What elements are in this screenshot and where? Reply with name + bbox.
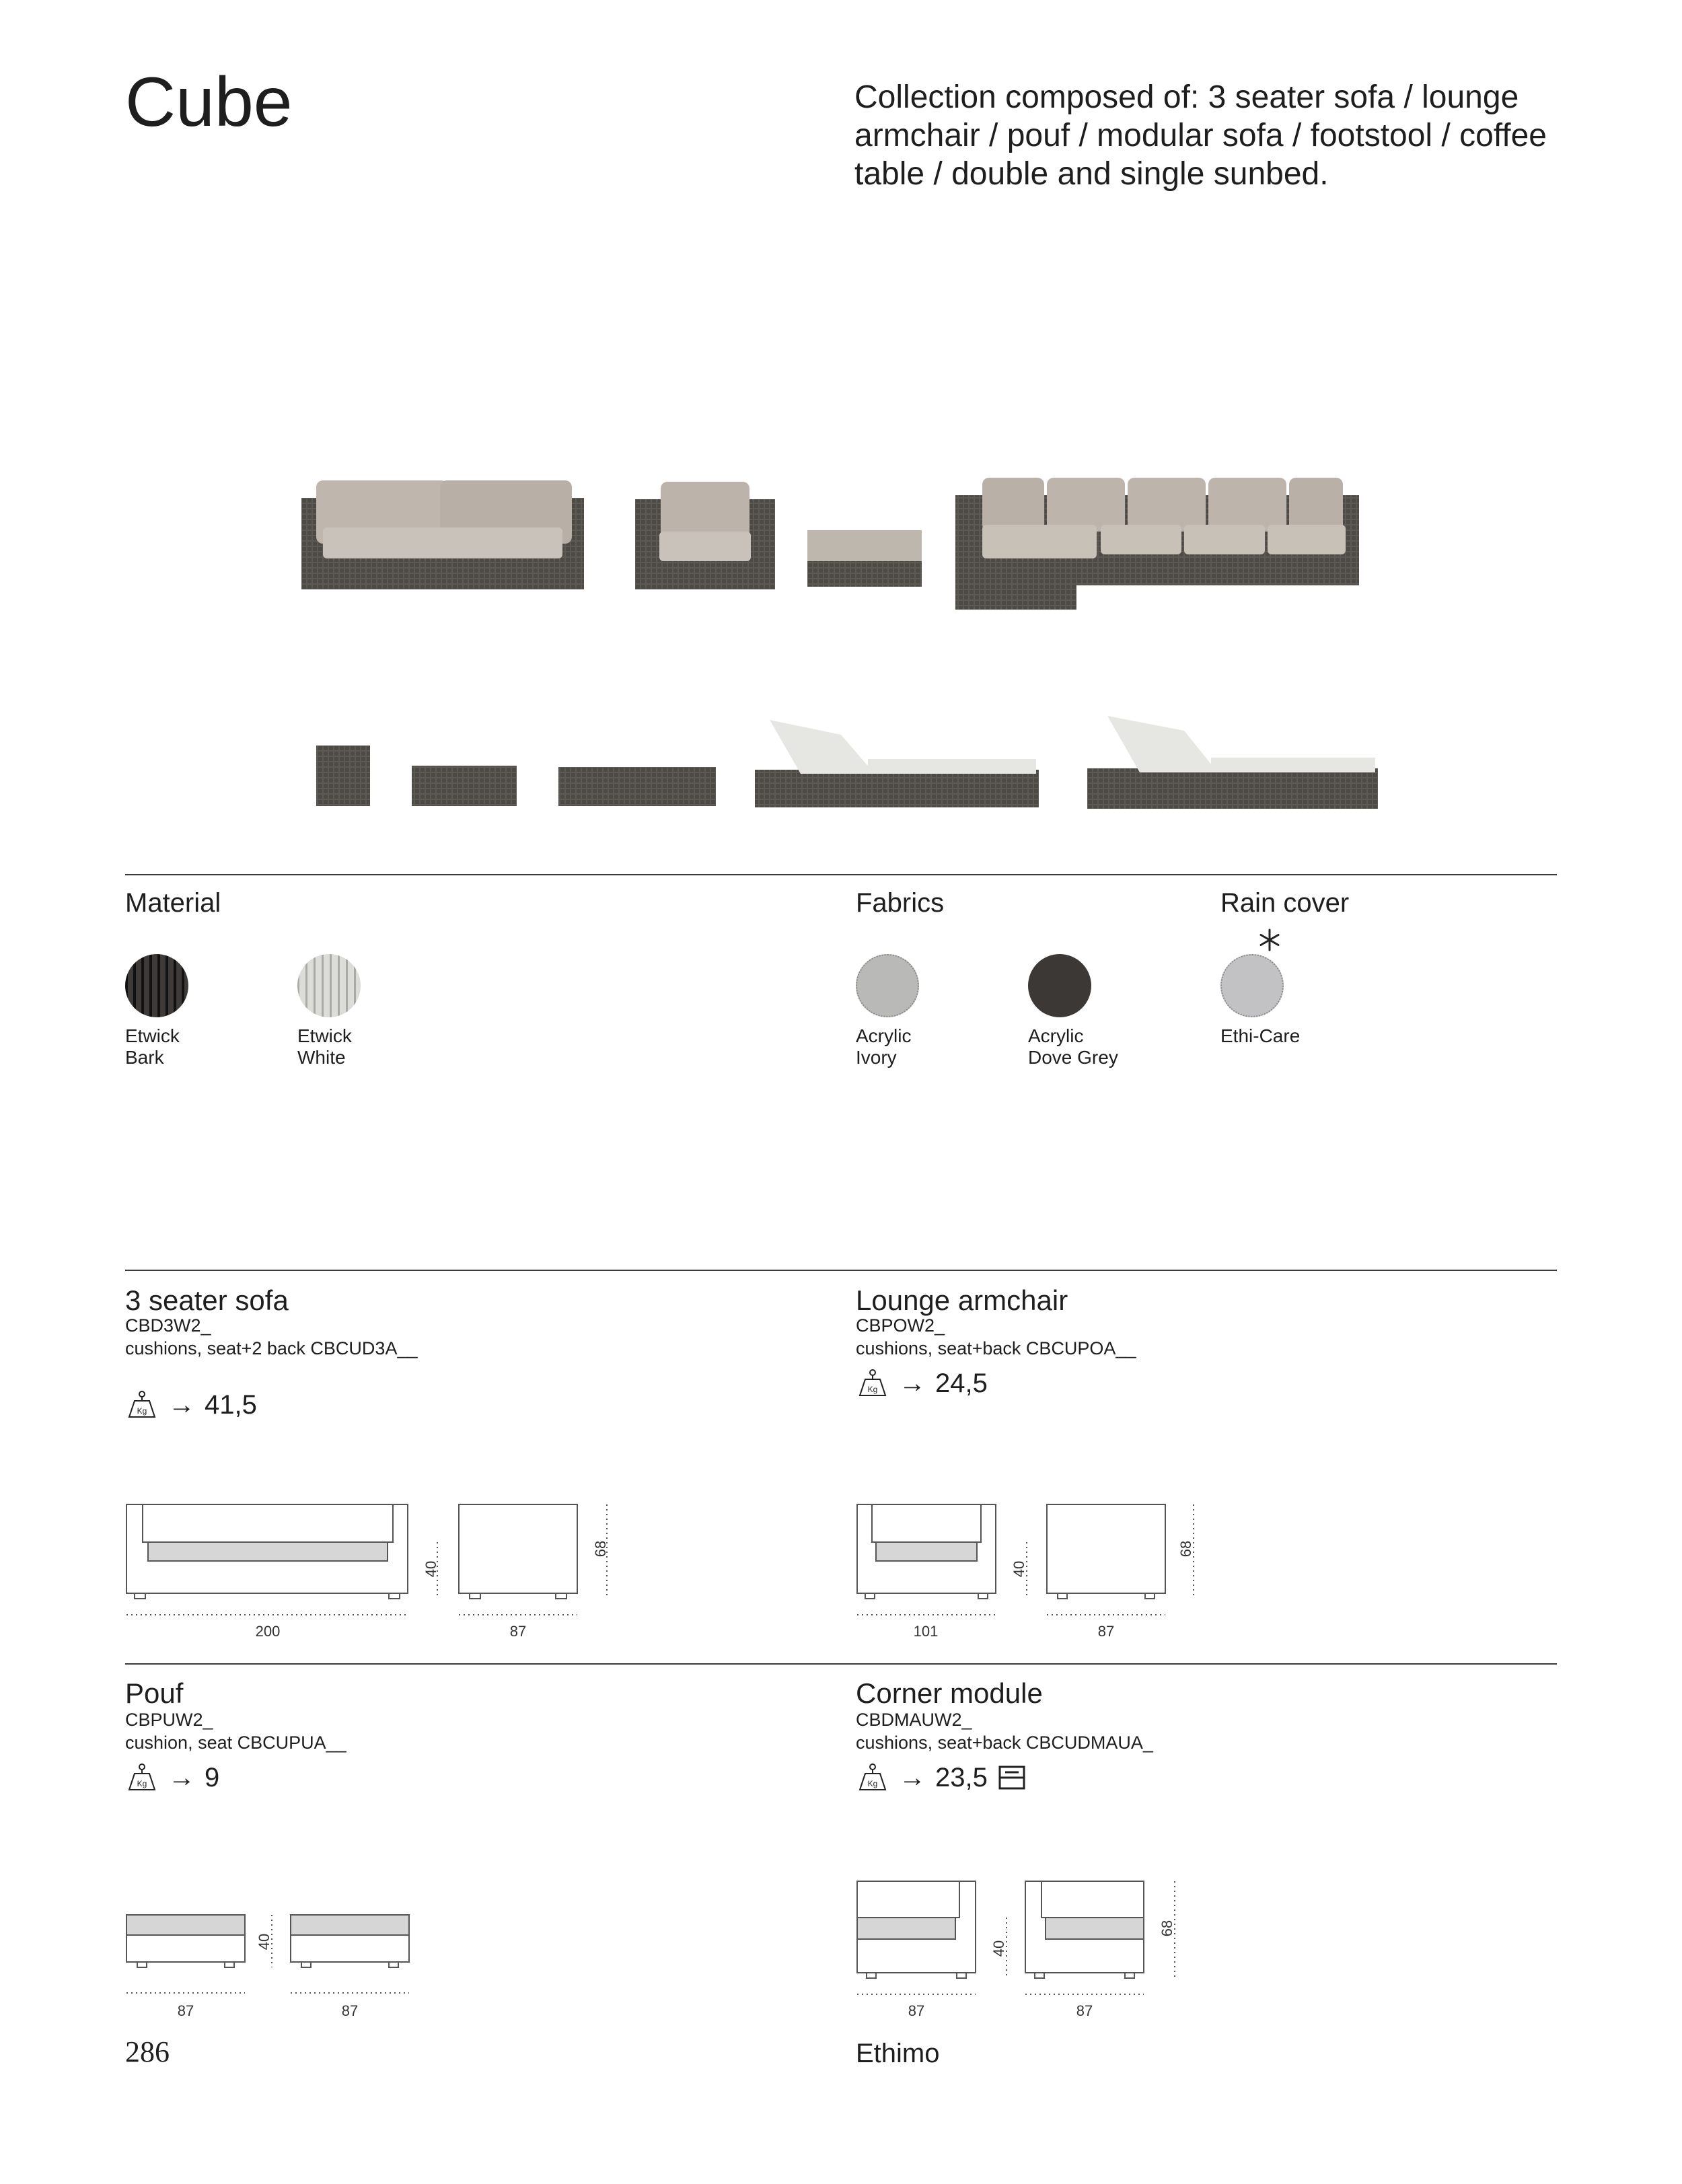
product-name: Pouf [125, 1677, 184, 1709]
dim-height: 68 [1159, 1920, 1175, 1937]
product-code: CBDMAUW2_ [856, 1710, 972, 1730]
dim-height: 68 [592, 1540, 609, 1558]
dim-depth: 87 [1076, 2002, 1093, 2019]
svg-text:Kg: Kg [137, 1406, 147, 1416]
fabrics-heading: Fabrics [856, 888, 945, 918]
single-sunbed-photo [755, 720, 1039, 807]
modular-sofa-photo [955, 478, 1359, 610]
weight-value: 24,5 [935, 1369, 988, 1398]
arrow-icon: → [899, 1369, 926, 1398]
product-code: CBD3W2_ [125, 1315, 211, 1336]
weight-value: 9 [205, 1763, 220, 1792]
sofa-photo [301, 480, 584, 589]
dim-seat-height: 40 [423, 1560, 439, 1578]
corner-module-drawing [852, 1870, 1202, 2025]
divider [125, 1663, 1557, 1665]
dim-seat-height: 40 [990, 1940, 1007, 1957]
weight-kg-icon [125, 1390, 159, 1420]
dim-seat-height: 40 [1011, 1560, 1027, 1578]
page-title: Cube [125, 63, 293, 141]
collection-intro: Collection composed of: 3 seater sofa / lounge armchair / pouf / modular sofa / footstool / coffee table / double and single sunbed. [854, 79, 1547, 192]
swatch-label: Etwick White [297, 1025, 352, 1068]
dim-width: 87 [908, 2002, 925, 2019]
arrow-icon: → [168, 1763, 195, 1792]
brand-name: Ethimo [856, 2039, 940, 2068]
weight-kg-icon [856, 1763, 889, 1792]
weight-kg-icon [856, 1369, 889, 1398]
weight-value: 23,5 [935, 1763, 988, 1792]
page-number: 286 [125, 2035, 170, 2068]
product-weight [125, 1763, 219, 1792]
swatch-label: Acrylic Ivory [856, 1025, 912, 1068]
sofa-drawing [121, 1494, 632, 1648]
product-cushions: cushions, seat+back CBCUPOA__ [856, 1338, 1136, 1358]
arrow-icon: → [899, 1763, 926, 1792]
double-sunbed-photo [1087, 716, 1378, 809]
rain-cover-heading: Rain cover [1220, 888, 1350, 918]
divider [125, 1270, 1557, 1271]
acrylic-ivory-swatch [856, 954, 919, 1017]
swatch-label: Ethi-Care [1220, 1025, 1301, 1046]
dim-width: 101 [913, 1623, 939, 1640]
product-name: Corner module [856, 1677, 1043, 1709]
svg-text:Kg: Kg [867, 1385, 878, 1394]
dim-width: 200 [255, 1623, 281, 1640]
material-heading: Material [125, 888, 221, 918]
coffee-table-large-photo [558, 767, 716, 806]
acrylic-dove-grey-swatch [1028, 954, 1091, 1017]
module-stack-icon [997, 1763, 1027, 1792]
arrow-icon: → [168, 1390, 195, 1420]
ethi-care-swatch [1220, 954, 1284, 1017]
svg-text:Kg: Kg [137, 1779, 147, 1788]
armchair-drawing [852, 1494, 1215, 1648]
product-photos [283, 458, 1386, 821]
product-weight [125, 1390, 257, 1420]
snowflake-icon [1258, 929, 1281, 951]
divider [125, 874, 1557, 875]
etwick-bark-swatch [125, 954, 188, 1017]
dim-height: 68 [1177, 1540, 1194, 1558]
product-weight [856, 1763, 1027, 1792]
dim-seat-height: 40 [256, 1933, 272, 1951]
dim-depth: 87 [509, 1623, 527, 1640]
svg-text:Kg: Kg [867, 1779, 878, 1788]
dim-width: 87 [177, 2002, 194, 2019]
pouf-drawing [121, 1904, 431, 2025]
dim-depth: 87 [341, 2002, 359, 2019]
armchair-photo [635, 482, 775, 589]
product-code: CBPUW2_ [125, 1710, 213, 1730]
footstool-photo [316, 745, 370, 806]
dim-depth: 87 [1097, 1623, 1115, 1640]
weight-kg-icon [125, 1763, 159, 1792]
coffee-table-small-photo [412, 766, 517, 806]
product-cushions: cushions, seat+2 back CBCUD3A__ [125, 1338, 418, 1358]
swatch-label: Acrylic Dove Grey [1028, 1025, 1118, 1068]
etwick-white-swatch [297, 954, 361, 1017]
product-name: Lounge armchair [856, 1284, 1068, 1316]
product-weight [856, 1369, 988, 1398]
pouf-photo [807, 530, 922, 587]
weight-value: 41,5 [205, 1390, 257, 1420]
product-cushions: cushions, seat+back CBCUDMAUA_ [856, 1733, 1153, 1753]
product-cushions: cushion, seat CBCUPUA__ [125, 1733, 346, 1753]
product-name: 3 seater sofa [125, 1284, 289, 1316]
product-code: CBPOW2_ [856, 1315, 945, 1336]
swatch-label: Etwick Bark [125, 1025, 180, 1068]
